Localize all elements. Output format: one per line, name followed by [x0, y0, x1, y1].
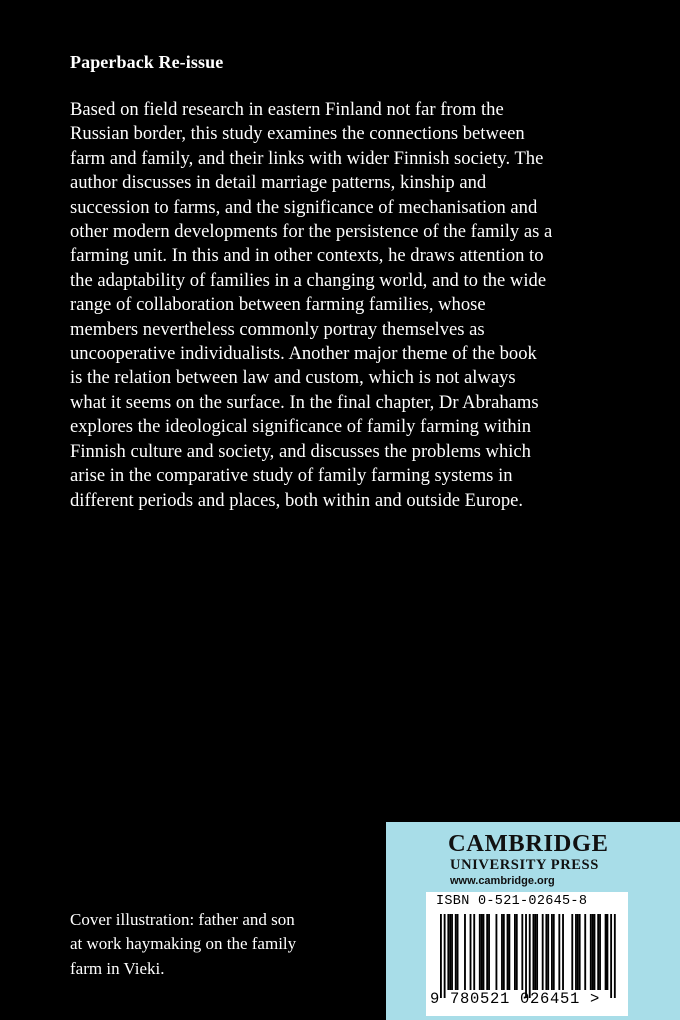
blurb-line: members nevertheless commonly portray themselves as	[70, 318, 485, 340]
blurb-line: arise in the comparative study of family farming systems in	[70, 465, 513, 487]
barcode-bar	[547, 914, 549, 990]
blurb-line: Based on field research in eastern Finland not far from the	[70, 99, 504, 120]
barcode-bar	[464, 914, 466, 990]
blurb-paragraph	[70, 98, 630, 513]
barcode-bar	[605, 914, 607, 990]
barcode-bar	[457, 914, 459, 990]
barcode-bar	[562, 914, 564, 990]
barcode-bar	[553, 914, 555, 990]
publisher-logo-subtitle: UNIVERSITY PRESS	[450, 857, 599, 873]
barcode-bar	[449, 914, 451, 990]
barcode-bar	[529, 914, 531, 998]
barcode-bar	[447, 914, 449, 990]
barcode-bar	[534, 914, 536, 990]
barcode-bar	[545, 914, 547, 990]
publisher-box	[386, 822, 680, 1020]
barcode-bar	[610, 914, 612, 998]
barcode-bar	[542, 914, 544, 990]
heading: Paperback Re-issue	[70, 52, 224, 72]
barcode-bar	[577, 914, 579, 990]
barcode-bar	[470, 914, 472, 990]
blurb-line: Russian border, this study examines the connections between	[70, 123, 525, 145]
barcode-bar	[507, 914, 509, 990]
barcode-bar	[473, 914, 475, 990]
caption-line: at work haymaking on the family	[70, 934, 297, 954]
caption-line: farm in Vieki.	[70, 958, 165, 978]
blurb-line: farm and family, and their links with wider Finnish society. The	[70, 147, 544, 169]
barcode-bar	[455, 914, 457, 990]
barcode-bar	[503, 914, 505, 990]
barcode-bar	[590, 914, 592, 990]
blurb-line: succession to farms, and the significance of mechanisation and	[70, 196, 538, 218]
barcode-bar	[558, 914, 560, 990]
barcode-bar	[536, 914, 538, 990]
barcode-bar	[483, 914, 485, 990]
blurb-line: author discusses in detail marriage patterns, kinship and	[70, 172, 487, 194]
blurb-line: farming unit. In this and in other contexts, he draws attention to	[70, 245, 544, 267]
barcode-bar	[575, 914, 577, 990]
barcode-bar	[551, 914, 553, 990]
barcode-bar	[451, 914, 453, 990]
blurb-line: range of collaboration between farming families, whose	[70, 294, 486, 316]
barcode-bar	[584, 914, 586, 990]
barcode-bar	[516, 914, 518, 990]
barcode-bar	[607, 914, 609, 990]
publisher-logo-name: CAMBRIDGE	[448, 830, 609, 857]
barcode-bar	[479, 914, 481, 990]
blurb-line: what it seems on the surface. In the final chapter, Dr Abrahams	[70, 391, 539, 413]
blurb-line: is the relation between law and custom, which is not always	[70, 367, 516, 389]
blurb-line: different periods and places, both within and outside Europe.	[70, 489, 524, 511]
ean-digits: 9 780521 026451 >	[430, 990, 601, 1008]
barcode-bar	[496, 914, 498, 990]
blurb-line: the adaptability of families in a changing world, and to the wide	[70, 269, 547, 291]
barcode-bar	[525, 914, 527, 998]
barcode-bar	[521, 914, 523, 990]
cover-illustration-caption	[70, 908, 296, 981]
blurb-line: uncooperative individualists. Another major theme of the book	[70, 343, 537, 365]
isbn-label: ISBN 0-521-02645-8	[436, 894, 588, 909]
barcode-bar	[592, 914, 594, 990]
barcode-bar	[594, 914, 596, 990]
barcode-bar	[579, 914, 581, 990]
barcode-bar	[488, 914, 490, 990]
barcode-bar	[508, 914, 510, 990]
blurb-line: explores the ideological significance of family farming within	[70, 416, 532, 438]
publisher-url: www.cambridge.org	[450, 875, 555, 887]
caption-line: Cover illustration: father and son	[70, 910, 295, 929]
barcode-bar	[599, 914, 601, 990]
barcode-bar	[597, 914, 599, 990]
barcode-bar	[444, 914, 446, 998]
barcode-bar	[440, 914, 442, 998]
barcode-bar	[533, 914, 535, 990]
barcode-bar	[486, 914, 488, 990]
barcode-bar	[501, 914, 503, 990]
barcode-bar	[481, 914, 483, 990]
barcode-bar	[571, 914, 573, 990]
barcode-bar	[514, 914, 516, 990]
blurb-line: other modern developments for the persistence of the family as a	[70, 221, 553, 243]
blurb-line: Finnish culture and society, and discusses the problems which	[70, 440, 531, 462]
barcode-bar	[614, 914, 616, 998]
barcode-panel	[426, 892, 628, 1016]
